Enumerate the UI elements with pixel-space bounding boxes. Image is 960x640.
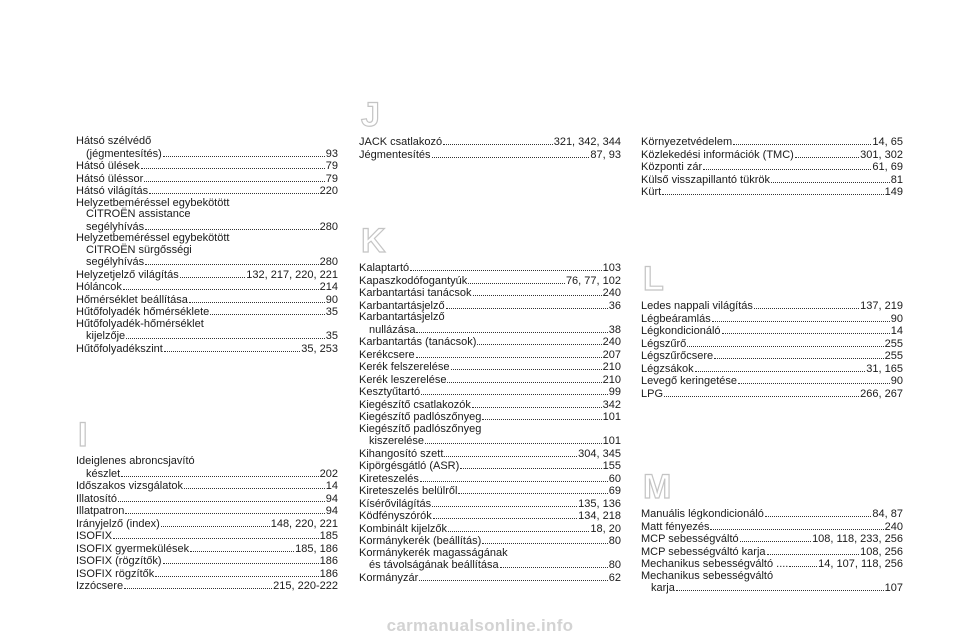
dot-leader	[451, 361, 602, 370]
dot-leader	[155, 568, 318, 577]
dot-leader	[722, 325, 890, 334]
entry-pages: 266, 267	[860, 387, 903, 400]
entry-text: Központi zár	[641, 161, 703, 173]
entry-text: Kiegészítő padlószőnyeg	[359, 422, 482, 435]
dot-leader	[163, 148, 325, 157]
dot-leader	[145, 256, 319, 265]
entry-pages: 214	[319, 281, 338, 293]
entry-pages: 220	[319, 185, 338, 197]
index-entry	[641, 521, 903, 534]
dot-leader	[184, 480, 325, 489]
entry-pages: 35	[325, 330, 338, 342]
dot-leader	[687, 338, 883, 347]
entry-pages: 69	[608, 485, 621, 497]
dot-leader	[740, 533, 811, 542]
dot-leader	[432, 498, 577, 507]
entry-text: Hátsó üléssor	[76, 172, 144, 185]
dot-leader	[443, 136, 553, 145]
dot-leader	[141, 160, 325, 169]
entry-text: Légszűrőcsere	[641, 350, 714, 362]
index-section-j	[359, 98, 621, 161]
entry-pages: 14, 107, 118, 256	[818, 558, 903, 570]
entry-pages: 94	[325, 505, 338, 517]
entry-text: kijelzője	[86, 330, 126, 342]
index-entry	[76, 185, 338, 198]
entry-text: Kerék leszerelése	[359, 373, 447, 386]
entry-pages: 240	[602, 287, 621, 299]
entry-pages: 255	[884, 350, 903, 362]
entry-text: Ködfényszórók	[359, 510, 432, 522]
entry-text: segélyhívás	[86, 256, 145, 268]
entry-text: Kalaptartó	[359, 262, 410, 274]
entry-text: Ledes nappali világítás	[641, 300, 753, 312]
entry-pages: 280	[319, 220, 338, 233]
dot-leader	[432, 149, 590, 158]
dot-leader	[712, 313, 890, 322]
index-entry	[641, 300, 903, 313]
entry-text: JACK csatlakozó	[359, 136, 443, 148]
dot-leader	[662, 186, 883, 195]
entry-pages: 35	[325, 306, 338, 318]
index-entry	[76, 343, 338, 356]
index-entry	[641, 363, 903, 376]
entry-text: készlet	[86, 467, 121, 480]
index-entry	[641, 388, 903, 401]
entry-text: Kapaszkodófogantyúk	[359, 274, 468, 287]
entry-pages: 207	[602, 348, 621, 361]
index-entry	[76, 198, 338, 234]
dot-leader	[695, 363, 866, 372]
dot-leader	[210, 306, 324, 315]
entry-text: Kísérővilágítás	[359, 497, 432, 510]
entry-text: Légbeáramlás	[641, 312, 711, 325]
dot-leader	[771, 174, 890, 183]
index-entry	[641, 136, 903, 149]
index-entry	[359, 349, 621, 362]
index-entry	[359, 361, 621, 374]
entry-pages: 18, 20	[590, 522, 621, 535]
entry-pages: 38	[608, 323, 621, 336]
dot-leader	[468, 275, 565, 284]
entry-text: Hőmérséklet beállítása	[76, 293, 188, 306]
entry-text: ISOFIX gyermekülések	[76, 542, 190, 555]
index-entry	[359, 535, 621, 548]
entry-pages: 31, 165	[866, 362, 903, 375]
entry-pages: 93	[325, 147, 338, 160]
entry-pages: 101	[602, 411, 621, 423]
entry-text: Kürt	[641, 186, 662, 198]
dot-leader	[419, 572, 607, 581]
index-entry	[76, 319, 338, 343]
entry-text: Légszűrő	[641, 337, 687, 350]
dot-leader	[789, 558, 817, 567]
index-section-i	[76, 418, 338, 593]
index-entry	[359, 411, 621, 424]
index-entry	[76, 456, 338, 480]
dot-leader	[754, 300, 859, 309]
dot-leader	[190, 543, 294, 552]
entry-pages: 90	[890, 312, 903, 325]
entry-text: (jégmentesítés)	[86, 147, 162, 160]
entry-text: Kipörgésgátló (ASR)	[359, 460, 460, 472]
entry-text: és távolságának beállítása	[369, 559, 499, 571]
dot-leader	[433, 510, 577, 519]
watermark: carmanualsonline.info	[386, 616, 574, 635]
dot-leader	[500, 559, 608, 568]
entry-pages: 148, 220, 221	[270, 517, 338, 530]
entry-pages: 87, 93	[590, 148, 621, 161]
index-entry	[76, 480, 338, 493]
dot-leader	[460, 460, 601, 469]
index-entry	[76, 281, 338, 294]
entry-pages: 103	[602, 262, 621, 274]
dot-leader	[444, 448, 577, 457]
entry-pages: 14	[325, 480, 338, 492]
index-entry	[359, 424, 621, 448]
entry-pages: 185	[319, 530, 338, 542]
entry-pages: 149	[884, 186, 903, 198]
index-entry	[359, 523, 621, 536]
entry-pages: 137, 219	[860, 300, 903, 312]
index-section-k-continued	[641, 136, 903, 199]
entry-text: Kormányzár	[359, 571, 419, 584]
entry-pages: 210	[602, 361, 621, 373]
index-entry	[359, 498, 621, 511]
entry-pages: 35, 253	[301, 342, 338, 355]
entry-text: Helyzetbeméréssel egybekötött	[76, 196, 230, 209]
entry-pages: 132, 217, 220, 221	[246, 268, 338, 281]
dot-leader	[473, 287, 602, 296]
entry-pages: 186	[319, 555, 338, 567]
index-section-m	[641, 470, 903, 595]
entry-text: Közlekedési információk (TMC)	[641, 148, 794, 161]
index-entry	[641, 161, 903, 174]
entry-pages: 79	[325, 160, 338, 172]
index-entry	[76, 555, 338, 568]
dot-leader	[416, 349, 602, 358]
index-entry	[641, 174, 903, 187]
index-entry	[641, 546, 903, 559]
index-entry	[359, 149, 621, 162]
entry-text: Illatosító	[76, 492, 117, 505]
dot-leader	[733, 136, 871, 145]
index-entry	[76, 568, 338, 581]
entry-text: karja	[651, 582, 675, 594]
index-section-l	[641, 262, 903, 400]
entry-pages: 62	[608, 571, 621, 584]
index-entry	[641, 533, 903, 546]
index-entry	[359, 374, 621, 387]
entry-pages: 101	[602, 435, 621, 447]
index-entry	[359, 275, 621, 288]
entry-pages: 240	[884, 520, 903, 533]
index-entry	[359, 386, 621, 399]
entry-pages: 60	[608, 472, 621, 485]
entry-pages: 342	[602, 398, 621, 411]
index-entry	[359, 485, 621, 498]
index-entry	[641, 149, 903, 162]
entry-pages: 81	[890, 173, 903, 186]
dot-leader	[121, 468, 318, 477]
dot-leader	[420, 473, 608, 482]
entry-text: Hátsó szélvédő	[76, 135, 152, 147]
dot-leader	[123, 281, 319, 290]
entry-text: CITROËN assistance	[86, 208, 191, 220]
index-entry	[76, 294, 338, 307]
dot-leader	[446, 300, 608, 309]
dot-leader	[113, 530, 319, 539]
index-entry	[641, 325, 903, 338]
entry-text: Irányjelző (index)	[76, 517, 160, 530]
index-entry	[359, 287, 621, 300]
entry-text: ISOFIX	[76, 530, 113, 542]
index-entry	[359, 312, 621, 336]
entry-text: Hóláncok	[76, 281, 122, 293]
index-entry	[641, 313, 903, 326]
index-entry	[76, 530, 338, 543]
dot-leader	[664, 388, 859, 397]
entry-pages: 99	[608, 386, 621, 398]
dot-leader	[767, 546, 860, 555]
entry-text: Illatpatron	[76, 505, 125, 517]
index-entry	[76, 160, 338, 173]
entry-text: segélyhívás	[86, 220, 145, 233]
entry-text: Kormánykerék (beállítás)	[359, 535, 482, 547]
dot-leader	[144, 173, 324, 182]
dot-leader	[795, 149, 859, 158]
entry-text: Ideiglenes abroncsjavító	[76, 455, 195, 467]
index-entry	[359, 572, 621, 585]
entry-text: Kombinált kijelzők	[359, 522, 448, 535]
entry-pages: 79	[325, 172, 338, 185]
entry-pages: 61, 69	[872, 161, 903, 173]
dot-leader	[676, 582, 884, 591]
index-entry	[76, 136, 338, 160]
entry-text: Időszakos vizsgálatok	[76, 480, 183, 492]
index-entry	[359, 448, 621, 461]
entry-text: Kiegészítő padlószőnyeg	[359, 411, 482, 423]
entry-pages: 94	[325, 492, 338, 505]
dot-leader	[765, 508, 871, 517]
entry-text: Hűtőfolyadék-hőmérséklet	[76, 317, 204, 330]
index-entry	[359, 399, 621, 412]
entry-pages: 321, 342, 344	[553, 136, 621, 148]
index-entry	[359, 262, 621, 275]
entry-pages: 155	[602, 460, 621, 472]
entry-text: Karbantartásjelző	[359, 299, 445, 312]
entry-text: Kireteszelés	[359, 472, 419, 485]
entry-text: Hűtőfolyadékszint	[76, 342, 163, 355]
dot-leader	[738, 375, 890, 384]
entry-text: Hátsó világítás	[76, 185, 149, 197]
dot-leader	[703, 161, 871, 170]
index-entry	[76, 543, 338, 556]
entry-text: kiszerelése	[369, 435, 425, 447]
entry-pages: 80	[608, 559, 621, 571]
section-letter: K	[361, 222, 386, 260]
dot-leader	[472, 399, 602, 408]
entry-text: CITROËN sürgősségi	[86, 243, 192, 256]
entry-text: Kiegészítő csatlakozók	[359, 398, 471, 411]
section-letter: J	[361, 96, 380, 134]
dot-leader	[189, 294, 325, 303]
entry-text: MCP sebességváltó karja	[641, 545, 766, 558]
entry-pages: 108, 118, 233, 256	[812, 533, 903, 545]
entry-text: Matt fényezés	[641, 520, 710, 533]
index-entry	[76, 580, 338, 593]
entry-text: Légkondicionáló	[641, 325, 721, 337]
dot-leader	[124, 580, 272, 589]
dot-leader	[477, 336, 601, 345]
dot-leader	[425, 435, 602, 444]
index-entry	[359, 460, 621, 473]
dot-leader	[447, 374, 601, 383]
index-entry	[76, 233, 338, 269]
entry-pages: 301, 302	[860, 148, 903, 161]
dot-leader	[458, 485, 607, 494]
entry-pages: 135, 136	[578, 497, 621, 510]
entry-pages: 280	[319, 256, 338, 268]
entry-text: nullázása	[369, 323, 416, 336]
index-entry	[641, 186, 903, 199]
index-entry	[76, 505, 338, 518]
entry-text: LPG	[641, 387, 664, 400]
index-entry	[76, 306, 338, 319]
entry-text: Mechanikus sebességváltó ....	[641, 558, 789, 570]
entry-pages: 14, 65	[872, 136, 903, 148]
dot-leader	[145, 221, 319, 230]
entry-pages: 304, 345	[578, 447, 621, 460]
index-entry	[76, 518, 338, 531]
dot-leader	[482, 535, 607, 544]
entry-text: Karbantartás (tanácsok)	[359, 336, 477, 348]
entry-pages: 210	[602, 373, 621, 386]
entry-pages: 108, 256	[860, 545, 903, 558]
section-letter: I	[78, 416, 88, 454]
dot-leader	[714, 350, 883, 359]
entry-text: Kerékcsere	[359, 348, 415, 361]
entry-text: Levegő keringetése	[641, 375, 738, 387]
entry-text: Légzsákok	[641, 362, 694, 375]
index-entry	[641, 375, 903, 388]
dot-leader	[180, 269, 246, 278]
index-section-h-continued	[76, 136, 338, 355]
dot-leader	[164, 343, 300, 352]
entry-pages: 76, 77, 102	[565, 274, 621, 287]
dot-leader	[448, 523, 589, 532]
dot-leader	[163, 555, 319, 564]
entry-text: Helyzetjelző világítás	[76, 268, 179, 281]
entry-text: Izzócsere	[76, 580, 124, 592]
entry-text: Hűtőfolyadék hőmérséklete	[76, 306, 210, 318]
dot-leader	[125, 505, 324, 514]
entry-pages: 107	[884, 582, 903, 594]
index-entry	[641, 571, 903, 595]
entry-pages: 186	[319, 567, 338, 580]
dot-leader	[416, 324, 607, 333]
index-entry	[359, 548, 621, 572]
dot-leader	[421, 386, 608, 395]
index-entry	[641, 350, 903, 363]
entry-pages: 240	[602, 336, 621, 348]
index-entry	[76, 269, 338, 282]
entry-text: Mechanikus sebességváltó	[641, 569, 774, 582]
dot-leader	[710, 521, 883, 530]
index-section-k	[359, 224, 621, 584]
section-letter: M	[643, 468, 672, 506]
entry-text: Kesztyűtartó	[359, 386, 421, 398]
section-letter: L	[643, 260, 664, 298]
entry-pages: 84, 87	[872, 508, 903, 520]
index-entry	[359, 510, 621, 523]
dot-leader	[118, 493, 325, 502]
dot-leader	[126, 330, 325, 339]
entry-pages: 215, 220-222	[273, 580, 338, 592]
entry-text: Jégmentesítés	[359, 148, 431, 161]
dot-leader	[161, 518, 270, 527]
index-entry	[359, 336, 621, 349]
entry-text: Manuális légkondicionáló	[641, 508, 764, 520]
index-entry	[641, 508, 903, 521]
dot-leader	[482, 411, 601, 420]
entry-text: Külső visszapillantó tükrök	[641, 173, 771, 186]
entry-text: Kormánykerék magasságának	[359, 546, 508, 559]
entry-pages: 202	[319, 467, 338, 480]
entry-text: Kihangosító szett	[359, 447, 444, 460]
entry-text: Kireteszelés belülről	[359, 485, 458, 497]
index-entry	[76, 493, 338, 506]
entry-pages: 80	[608, 535, 621, 547]
entry-text: Kerék felszerelése	[359, 361, 450, 373]
index-entry	[76, 173, 338, 186]
entry-pages: 255	[884, 337, 903, 350]
entry-pages: 134, 218	[578, 510, 621, 522]
entry-text: ISOFIX rögzítők	[76, 567, 155, 580]
index-entry	[641, 338, 903, 351]
entry-pages: 185, 186	[295, 542, 338, 555]
entry-pages: 14	[890, 325, 903, 337]
dot-leader	[149, 185, 318, 194]
entry-text: Környezetvédelem	[641, 136, 733, 148]
entry-text: Karbantartásjelző	[359, 311, 445, 323]
entry-pages: 36	[608, 299, 621, 312]
entry-text: Karbantartási tanácsok	[359, 287, 472, 299]
entry-pages: 90	[890, 375, 903, 387]
entry-text: ISOFIX (rögzítők)	[76, 555, 162, 567]
entry-text: MCP sebességváltó	[641, 533, 739, 545]
dot-leader	[410, 262, 601, 271]
entry-pages: 90	[325, 293, 338, 306]
index-entry	[359, 473, 621, 486]
entry-text: Hátsó ülések	[76, 160, 140, 172]
index-entry	[359, 136, 621, 149]
entry-text: Helyzetbeméréssel egybekötött	[76, 232, 230, 244]
index-entry	[641, 558, 903, 571]
